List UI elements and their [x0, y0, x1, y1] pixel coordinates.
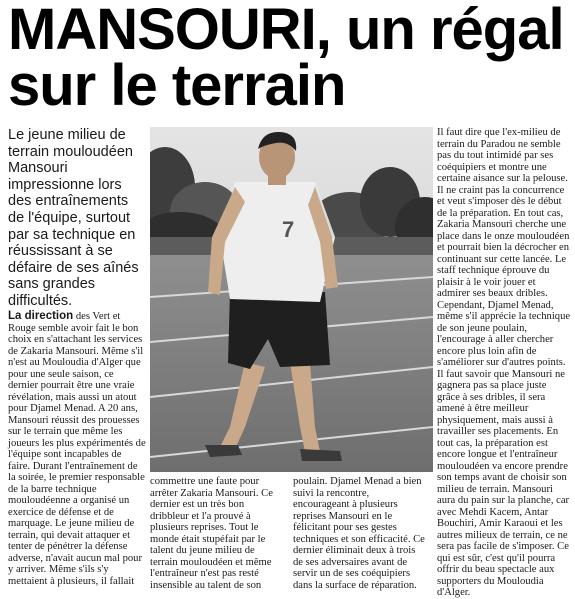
article-column-2: commettre une faute pour arrêter Zakaria Mansouri. Ce dernier est un très bon dribbleur et l'a prouvé à plusieurs reprises. Tout le monde était stupéfait par le talent du jeune milieu de terrain mouloudéen et même l'entraîneur n'est pas resté insensible au talent de son [150, 476, 273, 591]
article-lead-in: La direction [8, 310, 74, 322]
article-column-4: Il faut dire que l'ex-milieu de terrain du Paradou ne semble pas du tout intimidé par ses coéquipiers et montre une certaine aisance sur la pelouse. Il ne craint pas la concurrence et veut s'imposer dès le début de la préparation. En tout cas, Zakaria Mansouri cherche une place dans le onze mouloudéen et pourrait bien la décrocher en continuant sur cette lancée. Le staff technique éprouve du plaisir à le voir jouer et admirer ses beaux dribles. Cependant, Djamel Menad, même s'il apprécie la technique de son jeune poulain, l'encourage à aller chercher encore plus loin afin de s'améliorer sur d'autres points. Il faut savoir que Mansouri ne gagnera pas sa place juste grâce à ses dribles, il sera amené à être meilleur physiquement, mais aussi à travailler ses placements. En tout cas, la préparation est encore longue et l'entraîneur mouloudéen va encore prendre son temps avant de choisir son milieu de terrain. Mansouri aura du pain sur la planche, car avec Mehdi Kacem, Antar Bouchiri, Amir Karaoui et les autres milieux de terrain, ce ne sera pas facile de s'imposer. Ce qui est sûr, c'est qu'il pourra offrir du beau spectacle aux supporters du Mouloudia d'Alger. [437, 127, 571, 598]
headline [8, 0, 568, 118]
headline-line-1: MANSOURI, un régal [8, 0, 564, 62]
player-photo [150, 127, 433, 472]
lead-paragraph: Le jeune milieu de terrain mouloudéen Mansouri impressionne lors des entraînements de l'équipe, surtout par sa technique en réussissant à se défaire de ses aînés sans grandes difficultés. [8, 127, 139, 309]
article-column-1 [8, 311, 146, 587]
jersey-number: 7 [282, 217, 295, 242]
article-column-1-text: des Vert et Rouge semble avoir fait le bon choix en s'attachant les services de Zakaria Mansouri. Même s'il n'est au Mouloudia d'Alger que pour une seule saison, ce dernier pourrait être une vraie révélation, mais aussi un atout pour Djamel Menad. A 20 ans, Mansouri réussit des prouesses sur le terrain que même les joueurs les plus expérimentés de l'équipe sont incapables de faire. Durant l'entraînement de la soirée, le premier responsable de la barre technique mouloudéenne a organisé un exercice de défense et de marquage. Le jeune milieu de terrain, qui devait attaquer et tenter de pénétrer la défense adverse, n'avait aucun mal pour y arriver. Même s'ils s'y mettaient à plusieurs, il fallait [8, 311, 146, 587]
article-column-3: poulain. Djamel Menad a bien suivi la rencontre, encourageant à plusieurs reprises Mansouri en le félicitant pour ses gestes techniques et son efficacité. Ce dernier éliminait deux à trois de ses adversaires avant de servir un de ses coéquipiers dans la surface de réparation. [293, 476, 425, 591]
player-photo-image [150, 127, 433, 472]
headline-line-2: sur le terrain [8, 53, 346, 118]
